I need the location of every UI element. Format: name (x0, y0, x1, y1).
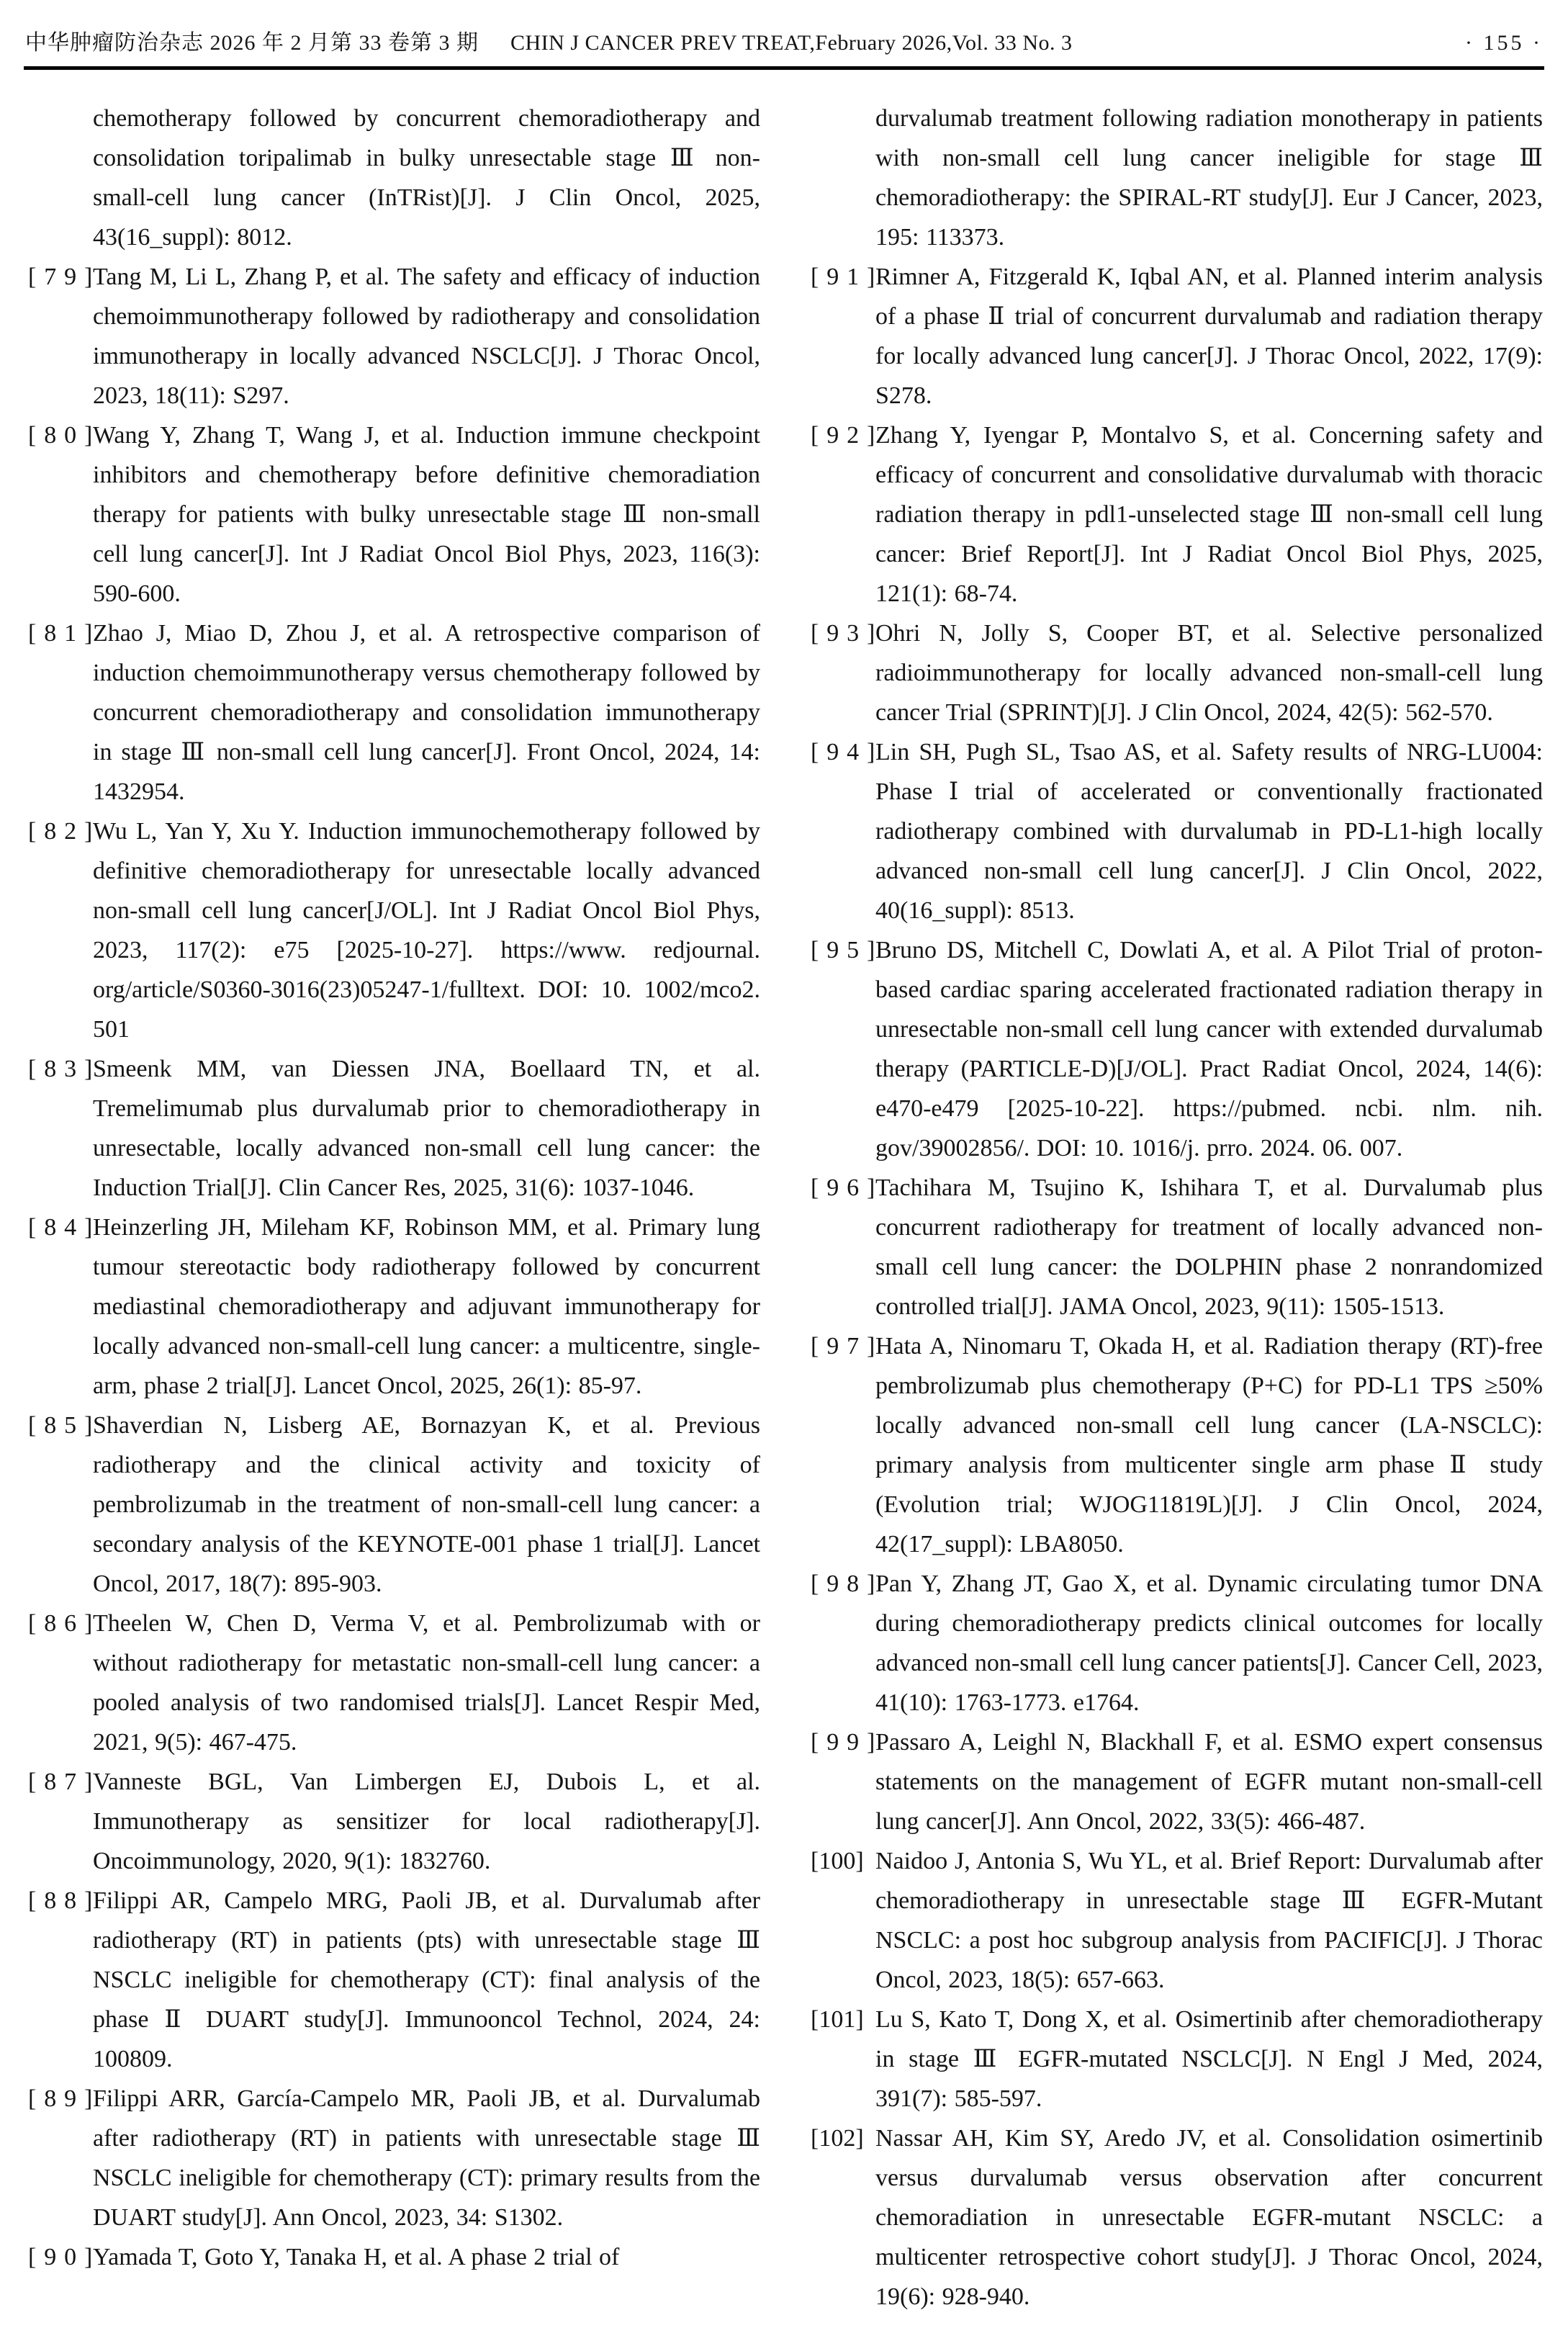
reference-text: Tachihara M, Tsujino K, Ishihara T, et al. Durvalumab plus concurrent radiotherapy for treatment of locally advanced non-small cell lung cancer: the DOLPHIN phase 2 nonrandomized controlled trial[J]. JAMA Oncol, 2023, 9(11): 1505-1513. (875, 1174, 1543, 1320)
reference-item (24, 1406, 760, 1604)
reference-item (806, 930, 1543, 1168)
reference-label: [100] (811, 1848, 864, 1874)
reference-text: Hata A, Ninomaru T, Okada H, et al. Radiation therapy (RT)-free pembrolizumab plus chemotherapy (P+C) for PD-L1 TPS ≥50% locally advanced non-small cell lung cancer (LA-NSCLC): primary analysis from multicenter single arm phase Ⅱ study (Evolution trial; WJOG11819L)[J]. J Clin Oncol, 2024, 42(17_suppl): LBA8050. (875, 1333, 1543, 1558)
reference-item (806, 1722, 1543, 1841)
reference-label: [97] (811, 1333, 883, 1360)
reference-label: [90] (28, 2244, 101, 2270)
journal-title-chinese: 中华肿瘤防治杂志 2026 年 2 月第 33 卷第 3 期 (25, 31, 479, 55)
reference-item (806, 1326, 1543, 1564)
reference-label: [85] (28, 1412, 101, 1439)
reference-label: [98] (811, 1571, 883, 1597)
reference-columns (24, 99, 1544, 2317)
reference-item (806, 1841, 1543, 2000)
reference-item (806, 99, 1543, 257)
reference-text: Nassar AH, Kim SY, Aredo JV, et al. Consolidation osimertinib versus durvalumab versus observation after concurrent chemoradiation in unresectable EGFR-mutant NSCLC: a multicenter retrospective cohort study[J]. J Thorac Oncol, 2024, 19(6): 928-940. (875, 2125, 1543, 2310)
reference-text: Wang Y, Zhang T, Wang J, et al. Induction immune checkpoint inhibitors and chemotherapy before definitive chemoradiation therapy for patients with bulky unresectable stage Ⅲ non-small cell lung cancer[J]. Int J Radiat Oncol Biol Phys, 2023, 116(3): 590-600. (93, 422, 760, 607)
reference-item (24, 2079, 760, 2237)
reference-text: Zhang Y, Iyengar P, Montalvo S, et al. Concerning safety and efficacy of concurrent and consolidative durvalumab with thoracic radiation therapy in pdl1-unselected stage Ⅲ non-small cell lung cancer: Brief Report[J]. Int J Radiat Oncol Biol Phys, 2025, 121(1): 68-74. (875, 422, 1543, 607)
journal-title-english: CHIN J CANCER PREV TREAT,February 2026,Vol. 33 No. 3 (510, 31, 1073, 55)
page-header (24, 24, 1544, 58)
reference-label: [79] (28, 264, 101, 290)
reference-label: [83] (28, 1056, 101, 1082)
references-column-right (806, 99, 1543, 2317)
reference-label: [82] (28, 818, 101, 845)
reference-text: Filippi AR, Campelo MRG, Paoli JB, et al. Durvalumab after radiotherapy (RT) in patients (pts) with unresectable stage Ⅲ NSCLC ineligible for chemotherapy (CT): final analysis of the phase Ⅱ DUART study[J]. Immunooncol Technol, 2024, 24: 100809. (93, 1887, 760, 2072)
reference-item (24, 1762, 760, 1881)
reference-text: Pan Y, Zhang JT, Gao X, et al. Dynamic circulating tumor DNA during chemoradiotherapy predicts clinical outcomes for locally advanced non-small cell lung cancer patients[J]. Cancer Cell, 2023, 41(10): 1763-1773. e1764. (875, 1571, 1543, 1716)
reference-label: [96] (811, 1174, 883, 1201)
reference-text: Vanneste BGL, Van Limbergen EJ, Dubois L, et al. Immunotherapy as sensitizer for local radiotherapy[J]. Oncoimmunology, 2020, 9(1): 1832760. (93, 1769, 760, 1874)
reference-label: [88] (28, 1887, 101, 1914)
reference-item (24, 1881, 760, 2079)
reference-item (24, 1604, 760, 1762)
reference-label: [91] (811, 264, 883, 290)
reference-text: Filippi ARR, García-Campelo MR, Paoli JB, et al. Durvalumab after radiotherapy (RT) in patients with unresectable stage Ⅲ NSCLC ineligible for chemotherapy (CT): primary results from the DUART study[J]. Ann Oncol, 2023, 34: S1302. (93, 2085, 760, 2231)
reference-label: [92] (811, 422, 883, 449)
reference-item (806, 732, 1543, 930)
reference-text: Shaverdian N, Lisberg AE, Bornazyan K, et al. Previous radiotherapy and the clinical activity and toxicity of pembrolizumab in the treatment of non-small-cell lung cancer: a secondary analysis of the KEYNOTE-001 phase 1 trial[J]. Lancet Oncol, 2017, 18(7): 895-903. (93, 1412, 760, 1597)
reference-label: [84] (28, 1214, 101, 1241)
reference-label: [99] (811, 1729, 883, 1756)
reference-item (24, 99, 760, 257)
reference-label: [93] (811, 620, 883, 647)
reference-text: Yamada T, Goto Y, Tanaka H, et al. A phase 2 trial of (93, 2244, 620, 2270)
reference-text: Lu S, Kato T, Dong X, et al. Osimertinib after chemoradiotherapy in stage Ⅲ EGFR-mutated NSCLC[J]. N Engl J Med, 2024, 391(7): 585-597. (875, 2006, 1543, 2112)
reference-text: Wu L, Yan Y, Xu Y. Induction immunochemotherapy followed by definitive chemoradiotherapy for unresectable locally advanced non-small cell lung cancer[J/OL]. Int J Radiat Oncol Biol Phys, 2023, 117(2): e75 [2025-10-27]. https://www. redjournal. org/article/S0360-3016(23)05247-1/fulltext. DOI: 10. 1002/mco2. 501 (93, 818, 760, 1043)
reference-text: durvalumab treatment following radiation monotherapy in patients with non-small cell lung cancer ineligible for stage Ⅲ chemoradiotherapy: the SPIRAL-RT study[J]. Eur J Cancer, 2023, 195: 113373. (875, 105, 1543, 251)
reference-text: Theelen W, Chen D, Verma V, et al. Pembrolizumab with or without radiotherapy for metastatic non-small-cell lung cancer: a pooled analysis of two randomised trials[J]. Lancet Respir Med, 2021, 9(5): 467-475. (93, 1610, 760, 1756)
reference-item (24, 1208, 760, 1406)
reference-item (806, 1564, 1543, 1722)
reference-label: [86] (28, 1610, 101, 1637)
reference-text: chemotherapy followed by concurrent chemoradiotherapy and consolidation toripalimab in bulky unresectable stage Ⅲ non-small-cell lung cancer (InTRist)[J]. J Clin Oncol, 2025, 43(16_suppl): 8012. (93, 105, 760, 251)
reference-label: [95] (811, 937, 883, 963)
reference-text: Heinzerling JH, Mileham KF, Robinson MM, et al. Primary lung tumour stereotactic body radiotherapy followed by concurrent mediastinal chemoradiotherapy and adjuvant immunotherapy for locally advanced non-small-cell lung cancer: a multicentre, single-arm, phase 2 trial[J]. Lancet Oncol, 2025, 26(1): 85-97. (93, 1214, 760, 1399)
reference-item (806, 257, 1543, 415)
reference-item (806, 614, 1543, 732)
reference-text: Naidoo J, Antonia S, Wu YL, et al. Brief Report: Durvalumab after chemoradiotherapy in unresectable stage Ⅲ EGFR-Mutant NSCLC: a post hoc subgroup analysis from PACIFIC[J]. J Thorac Oncol, 2023, 18(5): 657-663. (875, 1848, 1543, 1993)
reference-text: Ohri N, Jolly S, Cooper BT, et al. Selective personalized radioimmunotherapy for locally advanced non-small-cell lung cancer Trial (SPRINT)[J]. J Clin Oncol, 2024, 42(5): 562-570. (875, 620, 1543, 726)
reference-item (24, 812, 760, 1049)
reference-item (24, 1049, 760, 1208)
references-column-left (24, 99, 760, 2317)
reference-item (806, 415, 1543, 614)
reference-item (24, 415, 760, 614)
reference-item (806, 2118, 1543, 2317)
header-rule (24, 66, 1544, 70)
reference-text: Zhao J, Miao D, Zhou J, et al. A retrospective comparison of induction chemoimmunotherapy versus chemotherapy followed by concurrent chemoradiotherapy and consolidation immunotherapy in stage Ⅲ non-small cell lung cancer[J]. Front Oncol, 2024, 14: 1432954. (93, 620, 760, 805)
reference-text: Bruno DS, Mitchell C, Dowlati A, et al. A Pilot Trial of proton-based cardiac sparing accelerated fractionated radiation therapy in unresectable non-small cell lung cancer with extended durvalumab therapy (PARTICLE-D)[J/OL]. Pract Radiat Oncol, 2024, 14(6): e470-e479 [2025-10-22]. https://pubmed. ncbi. nlm. nih. gov/39002856/. DOI: 10. 1016/j. prro. 2024. 06. 007. (875, 937, 1543, 1161)
reference-item (806, 1168, 1543, 1326)
reference-text: Rimner A, Fitzgerald K, Iqbal AN, et al. Planned interim analysis of a phase Ⅱ trial of concurrent durvalumab and radiation therapy for locally advanced lung cancer[J]. J Thorac Oncol, 2022, 17(9): S278. (875, 264, 1543, 409)
reference-text: Lin SH, Pugh SL, Tsao AS, et al. Safety results of NRG-LU004: PhaseⅠtrial of accelerated or conventionally fractionated radiotherapy combined with durvalumab in PD-L1-high locally advanced non-small cell lung cancer[J]. J Clin Oncol, 2022, 40(16_suppl): 8513. (875, 739, 1543, 924)
reference-item (24, 614, 760, 812)
reference-label: [101] (811, 2006, 864, 2033)
reference-label: [89] (28, 2085, 101, 2112)
reference-label: [81] (28, 620, 101, 647)
page-number: · 155 · (1465, 31, 1543, 55)
reference-item (24, 2237, 760, 2277)
reference-label: [102] (811, 2125, 864, 2152)
reference-item (24, 257, 760, 415)
reference-label: [94] (811, 739, 883, 765)
reference-text: Smeenk MM, van Diessen JNA, Boellaard TN, et al. Tremelimumab plus durvalumab prior to chemoradiotherapy in unresectable, locally advanced non-small cell lung cancer: the Induction Trial[J]. Clin Cancer Res, 2025, 31(6): 1037-1046. (93, 1056, 760, 1201)
reference-text: Tang M, Li L, Zhang P, et al. The safety and efficacy of induction chemoimmunotherapy followed by radiotherapy and consolidation immunotherapy in locally advanced NSCLC[J]. J Thorac Oncol, 2023, 18(11): S297. (93, 264, 760, 409)
reference-label: [87] (28, 1769, 101, 1795)
reference-text: Passaro A, Leighl N, Blackhall F, et al. ESMO expert consensus statements on the management of EGFR mutant non-small-cell lung cancer[J]. Ann Oncol, 2022, 33(5): 466-487. (875, 1729, 1543, 1835)
reference-item (806, 2000, 1543, 2118)
reference-label: [80] (28, 422, 101, 449)
